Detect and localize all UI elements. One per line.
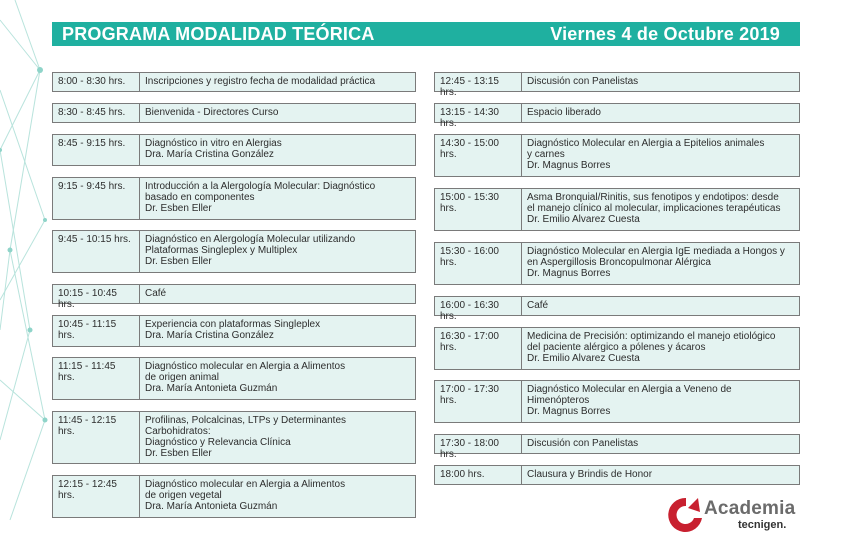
session-title: Asma Bronquial/Rinitis, sus fenotipos y endotipos: desde	[527, 192, 779, 203]
schedule-row	[434, 465, 800, 485]
session-description	[522, 328, 799, 369]
time-slot: 14:30 - 15:00 hrs.	[435, 135, 522, 176]
session-title: Diagnóstico molecular en Alergia a Alimentos	[145, 479, 346, 490]
session-description	[140, 412, 415, 463]
session-title: Café	[527, 300, 549, 311]
session-title: Diagnóstico Molecular en Alergia a Veneno de	[527, 384, 732, 395]
speaker-name: Dr. Magnus Borres	[527, 160, 611, 171]
session-title-cont: de origen animal	[145, 372, 219, 383]
schedule-row	[434, 242, 800, 285]
session-description	[140, 73, 415, 91]
time-slot: 17:00 - 17:30 hrs.	[435, 381, 522, 422]
session-title-cont: basado en componentes	[145, 192, 255, 203]
session-description	[522, 189, 799, 230]
time-slot: 12:45 - 13:15 hrs.	[435, 73, 522, 91]
time-slot: 11:45 - 12:15 hrs.	[53, 412, 140, 463]
session-description	[140, 178, 415, 219]
session-title: Diagnóstico Molecular en Alergia IgE mediada a Hongos y	[527, 246, 785, 257]
time-slot: 13:15 - 14:30 hrs.	[435, 104, 522, 122]
academia-tecnigen-logo	[666, 494, 806, 540]
session-title-cont: Carbohidratos:	[145, 426, 211, 437]
speaker-name: Dr. Magnus Borres	[527, 406, 611, 417]
speaker-name: Dr. Esben Eller	[145, 203, 212, 214]
session-description	[522, 297, 799, 315]
schedule-row	[434, 72, 800, 98]
session-title: Diagnóstico en Alergología Molecular utilizando	[145, 234, 356, 245]
session-title: Café	[145, 288, 167, 299]
schedule-row	[52, 284, 416, 310]
time-slot: 8:45 - 9:15 hrs.	[53, 135, 140, 165]
session-description	[140, 358, 415, 399]
speaker-name: Dra. María Antonieta Guzmán	[145, 383, 278, 394]
session-title: Experiencia con plataformas Singleplex	[145, 319, 321, 330]
session-description	[522, 243, 799, 284]
time-slot: 8:00 - 8:30 hrs.	[53, 73, 140, 91]
session-title: Clausura y Brindis de Honor	[527, 469, 653, 480]
speaker-name: Dr. Emilio Alvarez Cuesta	[527, 353, 640, 364]
program-title: PROGRAMA MODALIDAD TEÓRICA	[62, 23, 375, 44]
session-title: Inscripciones y registro fecha de modalidad práctica	[145, 76, 376, 87]
schedule-row	[434, 296, 800, 322]
time-slot: 15:30 - 16:00 hrs.	[435, 243, 522, 284]
session-description	[140, 476, 415, 517]
session-description	[522, 435, 799, 453]
schedule-row	[52, 134, 416, 166]
program-date: Viernes 4 de Octubre 2019	[550, 23, 780, 44]
schedule-row	[434, 188, 800, 231]
speaker-name: Dr. Esben Eller	[145, 448, 212, 459]
speaker-name: Dr. Esben Eller	[145, 256, 212, 267]
session-title: Introducción a la Alergología Molecular: Diagnóstico	[145, 181, 376, 192]
session-description	[522, 466, 799, 484]
logo-brand: tecnigen.	[738, 519, 787, 531]
session-description	[522, 104, 799, 122]
session-title-cont: el manejo clínico al molecular, implicaciones terapéuticas	[527, 203, 781, 214]
schedule-row	[52, 177, 416, 220]
program-header	[52, 22, 800, 46]
session-title-cont: Himenópteros	[527, 395, 590, 406]
session-description	[140, 104, 415, 122]
time-slot: 16:00 - 16:30 hrs.	[435, 297, 522, 315]
schedule-row	[52, 357, 416, 400]
session-title-cont: Plataformas Singleplex y Multiplex	[145, 245, 298, 256]
session-title: Discusión con Panelistas	[527, 438, 639, 449]
time-slot: 9:45 - 10:15 hrs.	[53, 231, 140, 272]
logo-name: Academia	[704, 498, 796, 519]
time-slot: 10:45 - 11:15 hrs.	[53, 316, 140, 346]
schedule-row	[52, 230, 416, 273]
session-title: Diagnóstico molecular en Alergia a Alimentos	[145, 361, 346, 372]
session-title: Bienvenida - Directores Curso	[145, 107, 279, 118]
session-title-cont: de origen vegetal	[145, 490, 222, 501]
session-description	[140, 231, 415, 272]
time-slot: 17:30 - 18:00 hrs.	[435, 435, 522, 453]
time-slot: 12:15 - 12:45 hrs.	[53, 476, 140, 517]
session-subtitle: Diagnóstico y Relevancia Clínica	[145, 437, 291, 448]
speaker-name: Dra. María Antonieta Guzmán	[145, 501, 278, 512]
time-slot: 8:30 - 8:45 hrs.	[53, 104, 140, 122]
speaker-name: Dr. Magnus Borres	[527, 268, 611, 279]
schedule-row	[52, 315, 416, 347]
schedule-row	[434, 327, 800, 370]
session-title: Profilinas, Polcalcinas, LTPs y Determinantes	[145, 415, 347, 426]
schedule-row	[434, 134, 800, 177]
session-title-cont: en Aspergillosis Broncopulmonar Alérgica	[527, 257, 711, 268]
session-description	[140, 285, 415, 303]
session-title: Diagnóstico Molecular en Alergia a Epitelios animales	[527, 138, 765, 149]
session-title-cont: y carnes	[527, 149, 565, 160]
time-slot: 10:15 - 10:45 hrs.	[53, 285, 140, 303]
session-title: Espacio liberado	[527, 107, 601, 118]
session-title-cont: del paciente alérgico a pólenes y ácaros	[527, 342, 706, 353]
speaker-name: Dra. María Cristina González	[145, 330, 274, 341]
schedule-row	[52, 411, 416, 464]
schedule-row	[434, 434, 800, 460]
session-description	[522, 73, 799, 91]
session-title: Medicina de Precisión: optimizando el manejo etiológico	[527, 331, 776, 342]
logo-ring-icon	[666, 494, 706, 538]
schedule-row	[52, 103, 416, 123]
time-slot: 18:00 hrs.	[435, 466, 522, 484]
session-description	[522, 381, 799, 422]
time-slot: 16:30 - 17:00 hrs.	[435, 328, 522, 369]
session-title: Discusión con Panelistas	[527, 76, 639, 87]
session-description	[522, 135, 799, 176]
time-slot: 11:15 - 11:45 hrs.	[53, 358, 140, 399]
session-description	[140, 135, 415, 165]
session-title: Diagnóstico in vitro en Alergias	[145, 138, 282, 149]
speaker-name: Dr. Emilio Alvarez Cuesta	[527, 214, 640, 225]
session-description	[140, 316, 415, 346]
schedule-row	[434, 380, 800, 423]
time-slot: 15:00 - 15:30 hrs.	[435, 189, 522, 230]
schedule-row	[434, 103, 800, 129]
speaker-name: Dra. María Cristina González	[145, 149, 274, 160]
time-slot: 9:15 - 9:45 hrs.	[53, 178, 140, 219]
schedule-row	[52, 475, 416, 518]
schedule-row	[52, 72, 416, 92]
